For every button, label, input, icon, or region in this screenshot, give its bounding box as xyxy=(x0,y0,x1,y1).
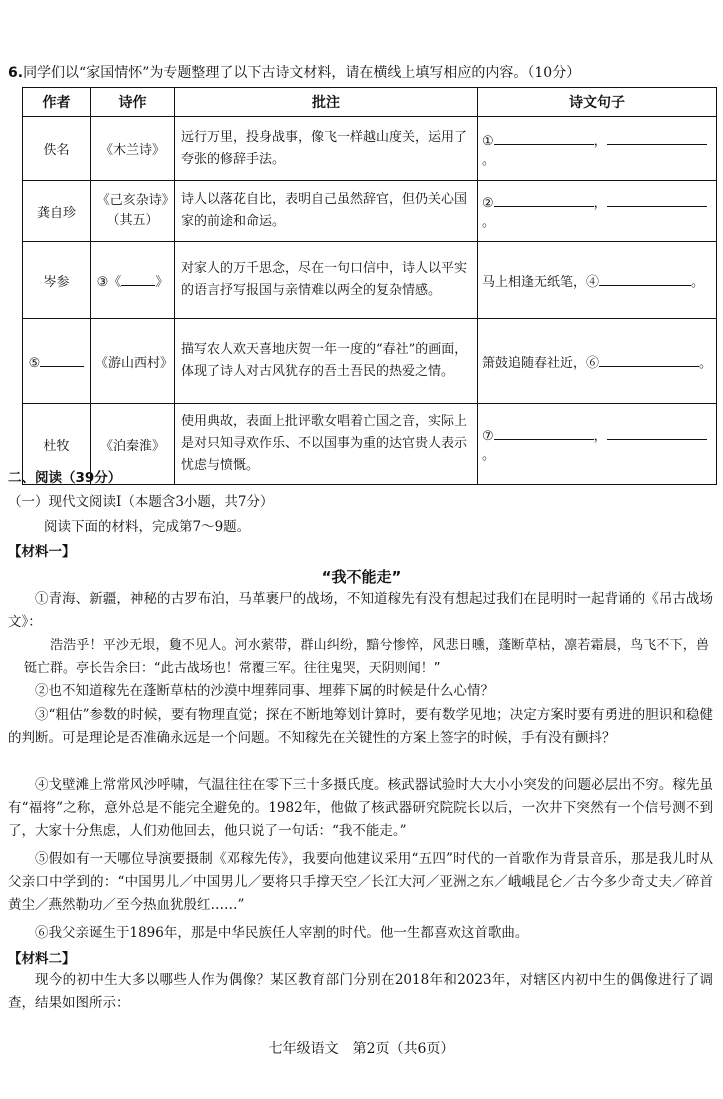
author-cell: 岑参 xyxy=(23,242,91,319)
note-cell: 对家人的万千思念，尽在一句口信中，诗人以平实的语言抒写报国与亲情难以两全的复杂情感。 xyxy=(175,242,478,319)
question-text: 同学们以“家国情怀”为专题整理了以下古诗文材料，请在横线上填写相应的内容。（10分） xyxy=(23,65,581,81)
material-1-label: 【材料一】 xyxy=(8,544,76,560)
material-2-label: 【材料二】 xyxy=(8,951,76,967)
answer-blank-3[interactable] xyxy=(121,271,155,286)
sub-section-heading: （一）现代文阅读Ⅰ（本题含3小题，共7分） xyxy=(8,494,274,510)
author-cell: ⑤ xyxy=(23,319,91,404)
answer-blank-7a[interactable] xyxy=(494,425,594,440)
sentence-cell: ① ，。 xyxy=(478,117,717,181)
table-row xyxy=(23,404,717,485)
poetry-table xyxy=(22,87,717,485)
paragraph-5: ⑤假如有一天哪位导演要摄制《邓稼先传》，我要向他建议采用“五四”时代的一首歌作为背景音乐，那是我儿时从父亲口中学到的：“中国男儿／中国男儿／要将只手撑天空／长江大河／亚洲之东／峨峨昆仑／古今多少奇丈夫／碎首黄尘／燕然勒功／至今热血犹殷红……” xyxy=(8,851,713,913)
table-header-row xyxy=(23,88,717,117)
answer-blank-2b[interactable] xyxy=(607,192,707,207)
note-cell: 使用典故，表面上批评歌女唱着亡国之音，实际上是对只知寻欢作乐、不以国事为重的达官贵人表示忧虑与愤慨。 xyxy=(175,404,478,485)
sentence-cell: 箫鼓追随春社近，⑥ 。 xyxy=(478,319,717,404)
note-cell: 描写农人欢天喜地庆贺一年一度的“春社”的画面，体现了诗人对古风犹存的吾土吾民的热爱之情。 xyxy=(175,319,478,404)
poem-cell: 《己亥杂诗》（其五） xyxy=(91,181,175,242)
table-row xyxy=(23,117,717,181)
section-heading: 二、阅读（39分） xyxy=(8,470,122,486)
answer-blank-4[interactable] xyxy=(599,271,691,286)
paragraph-7: 现今的初中生大多以哪些人作为偶像？某区教育部门分别在2018年和2023年，对辖区内初中生的偶像进行了调查，结果如图所示： xyxy=(8,972,713,1011)
answer-blank-2a[interactable] xyxy=(494,192,594,207)
sentence-cell: 马上相逢无纸笔，④ 。 xyxy=(478,242,717,319)
header-sentence: 诗文句子 xyxy=(478,88,717,117)
paragraph-1: ①青海、新疆，神秘的古罗布泊，马革裹尸的战场，不知道稼先有没有想起过我们在昆明时一起背诵的《吊古战场文》： xyxy=(8,591,713,630)
poem-cell: 《游山西村》 xyxy=(91,319,175,404)
sentence-cell: ⑦ ，。 xyxy=(478,404,717,485)
reading-instruction: 阅读下面的材料，完成第7～9题。 xyxy=(44,519,251,535)
header-note: 批注 xyxy=(175,88,478,117)
author-cell: 龚自珍 xyxy=(23,181,91,242)
question-6-prompt xyxy=(8,62,713,82)
table-row xyxy=(23,242,717,319)
answer-blank-5[interactable] xyxy=(40,352,84,367)
answer-blank-1a[interactable] xyxy=(494,130,594,145)
header-poem: 诗作 xyxy=(91,88,175,117)
note-cell: 诗人以落花自比，表明自己虽然辞官，但仍关心国家的前途和命运。 xyxy=(175,181,478,242)
table-row xyxy=(23,181,717,242)
paragraph-6: ⑥我父亲诞生于1896年，那是中华民族任人宰割的时代。他一生都喜欢这首歌曲。 xyxy=(35,925,529,941)
answer-blank-7b[interactable] xyxy=(607,425,707,440)
article-title: “我不能走” xyxy=(321,568,402,586)
header-author: 作者 xyxy=(23,88,91,117)
author-cell: 杜牧 xyxy=(23,404,91,485)
table-row xyxy=(23,319,717,404)
note-cell: 远行万里，投身战事，像飞一样越山度关，运用了夸张的修辞手法。 xyxy=(175,117,478,181)
answer-blank-1b[interactable] xyxy=(607,130,707,145)
ancient-quote: 浩浩乎！平沙无垠，敻不见人。河水萦带，群山纠纷，黯兮惨悴，风悲日曛，蓬断草枯，凛若霜晨，鸟飞不下，兽铤亡群。亭长告余曰：“此古战场也！常覆三军。往往鬼哭，天阴则闻！” xyxy=(24,638,709,676)
paragraph-4: ④戈壁滩上常常风沙呼啸，气温往往在零下三十多摄氏度。核武器试验时大大小小突发的问题必层出不穷。稼先虽有“福将”之称，意外总是不能完全避免的。1982年，他做了核武器研究院院长以后，一次井下突然有一个信号测不到了，大家十分焦虑，人们劝他回去，他只说了一句话：“我不能走。” xyxy=(8,777,713,839)
poem-cell: 《木兰诗》 xyxy=(91,117,175,181)
answer-blank-6[interactable] xyxy=(599,352,699,367)
poem-cell: 《泊秦淮》 xyxy=(91,404,175,485)
question-number: 6. xyxy=(8,65,24,81)
paragraph-3: ③“粗估”参数的时候，要有物理直觉；探在不断地筹划计算时，要有数学见地；决定方案时要有勇进的胆识和稳健的判断。可是理论是否准确永远是一个问题。不知稼先在关键性的方案上签字的时候，手有没有颤抖？ xyxy=(8,707,713,746)
paragraph-2: ②也不知道稼先在蓬断草枯的沙漠中埋葬同事、埋葬下属的时候是什么心情？ xyxy=(35,683,494,699)
poem-cell: ③《 》 xyxy=(91,242,175,319)
author-cell: 佚名 xyxy=(23,117,91,181)
page-footer: 七年级语文 第2页（共6页） xyxy=(268,1041,455,1057)
sentence-cell: ② ，。 xyxy=(478,181,717,242)
